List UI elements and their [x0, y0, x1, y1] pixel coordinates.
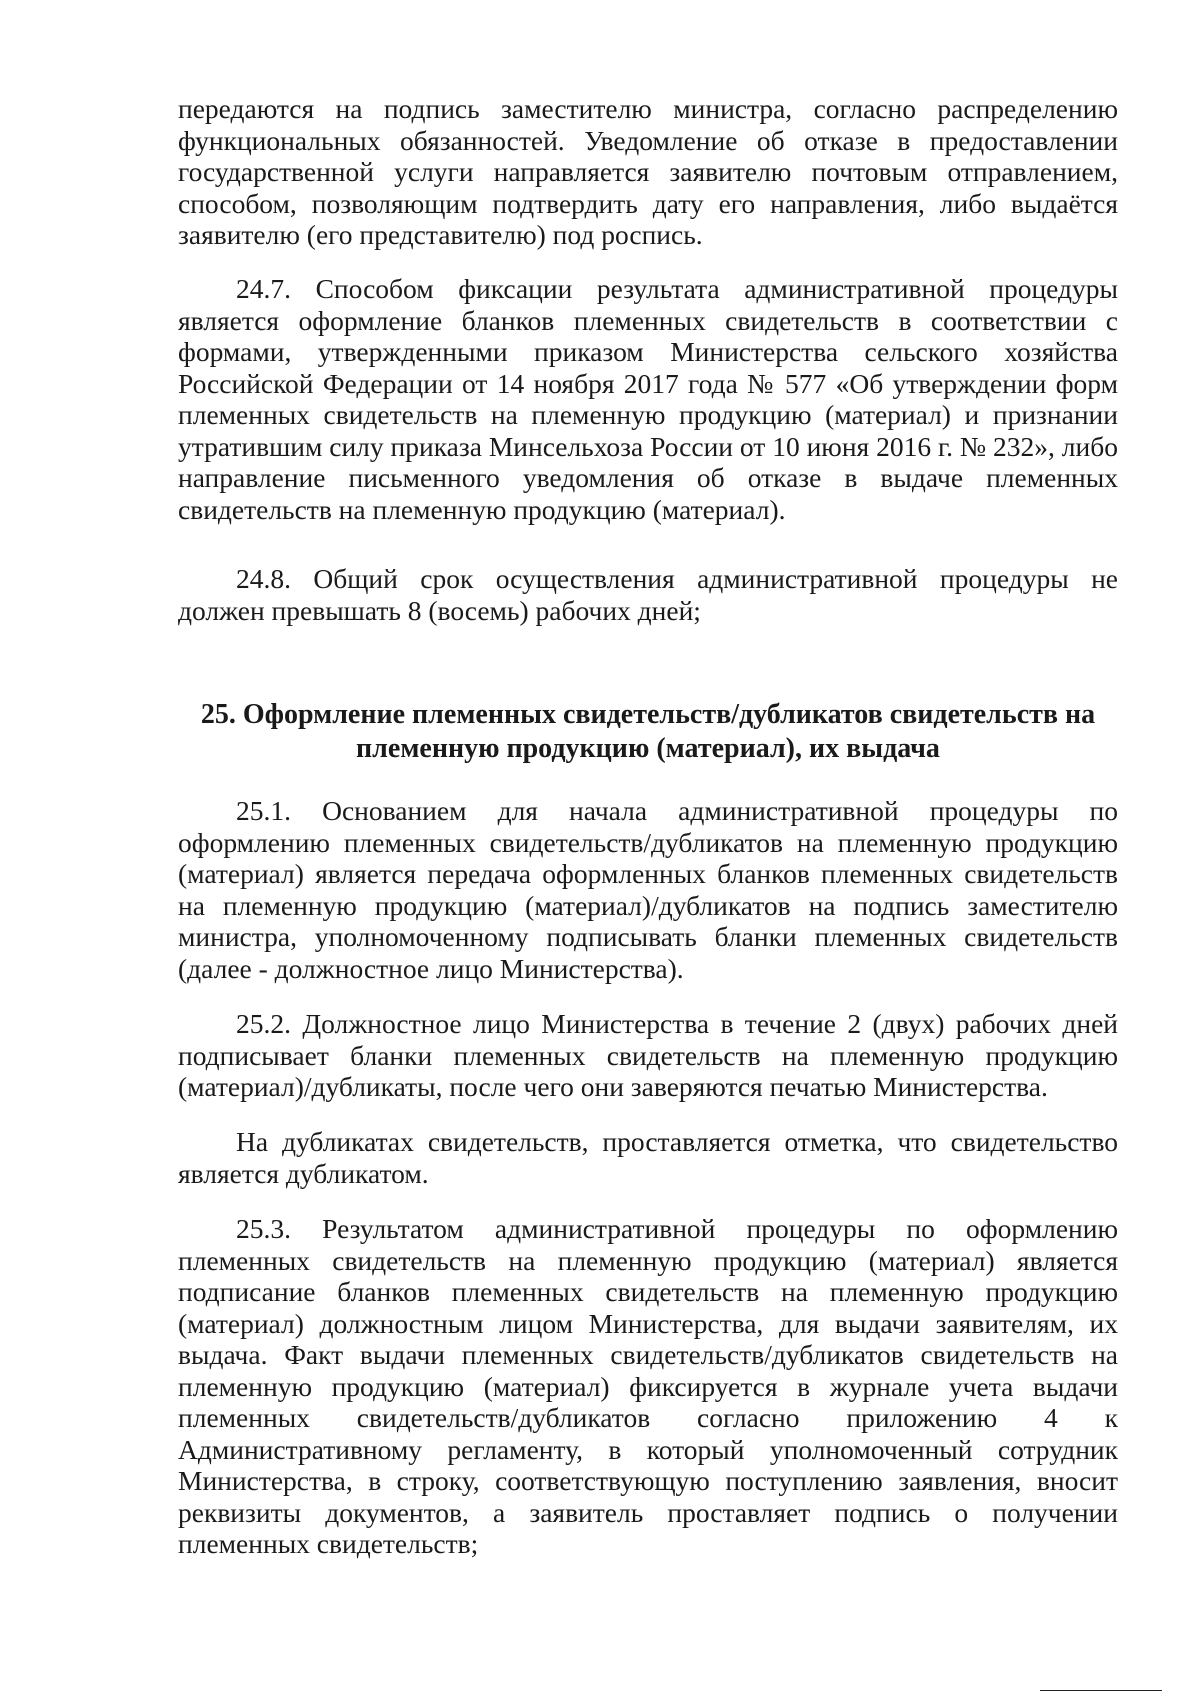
paragraph-24-8 [178, 563, 1118, 626]
paragraph-text: передаются на подпись заместителю министра, согласно распределению функциональных обязанностей. Уведомление об отказе в предоставлении государственной услуги направляется заявителю почтовым отправлением, способом, позволяющим подтвердить дату его направления, либо выдаётся заявителю (его представителю) под роспись. [178, 93, 1118, 250]
paragraph-duplicates [178, 1126, 1118, 1189]
paragraph-text: На дубликатах свидетельств, проставляется отметка, что свидетельство является дубликатом. [178, 1126, 1118, 1189]
footer-rule [1040, 1690, 1162, 1691]
paragraph-25-2 [178, 1008, 1118, 1103]
section-heading-line-1: 25. Оформление племенных свидетельств/дубликатов свидетельств на [200, 699, 1096, 730]
paragraph-25-1 [178, 795, 1118, 984]
paragraph-text: 24.8. Общий срок осуществления административной процедуры не должен превышать 8 (восемь) рабочих дней; [178, 563, 1118, 626]
paragraph-24-7 [178, 273, 1118, 525]
paragraph-text: 25.2. Должностное лицо Министерства в течение 2 (двух) рабочих дней подписывает бланки племенных свидетельств на племенную продукцию (материал)/дубликаты, после чего они заверяются печатью Министерства. [178, 1008, 1118, 1102]
paragraph-text: 25.3. Результатом административной процедуры по оформлению племенных свидетельств на племенную продукцию (материал) является подписание бланков племенных свидетельств на племенную продукцию (материал) должностным лицом Министерства, для выдачи заявителям, их выдача. Факт выдачи племенных свидетельств/дубликатов свидетельств на племенную продукцию (материал) фиксируется в журнале учета выдачи племенных свидетельств/дубликатов согласно приложению 4 к Административному регламенту, в который уполномоченный сотрудник Министерства, в строку, соответствующую поступлению заявления, вносит реквизиты документов, а заявитель проставляет подпись о получении племенных свидетельств; [178, 1213, 1118, 1559]
paragraph-intro [178, 93, 1118, 251]
paragraph-25-3 [178, 1213, 1118, 1560]
paragraph-text: 25.1. Основанием для начала административной процедуры по оформлению племенных свидетельств/дубликатов на племенную продукцию (материал) является передача оформленных бланков племенных свидетельств на племенную продукцию (материал)/дубликатов на подпись заместителю министра, уполномоченному подписывать бланки племенных свидетельств (далее - должностное лицо Министерства). [178, 795, 1118, 984]
section-heading-line-2: племенную продукцию (материал), их выдача [356, 733, 940, 764]
paragraph-text: 24.7. Способом фиксации результата административной процедуры является оформление бланков племенных свидетельств в соответствии с формами, утвержденными приказом Министерства сельского хозяйства Российской Федерации от 14 ноября 2017 года № 577 «Об утверждении форм племенных свидетельств на племенную продукцию (материал) и признании утратившим силу приказа Минсельхоза России от 10 июня 2016 г. № 232», либо направление письменного уведомления об отказе в выдаче племенных свидетельств на племенную продукцию (материал). [178, 273, 1118, 525]
